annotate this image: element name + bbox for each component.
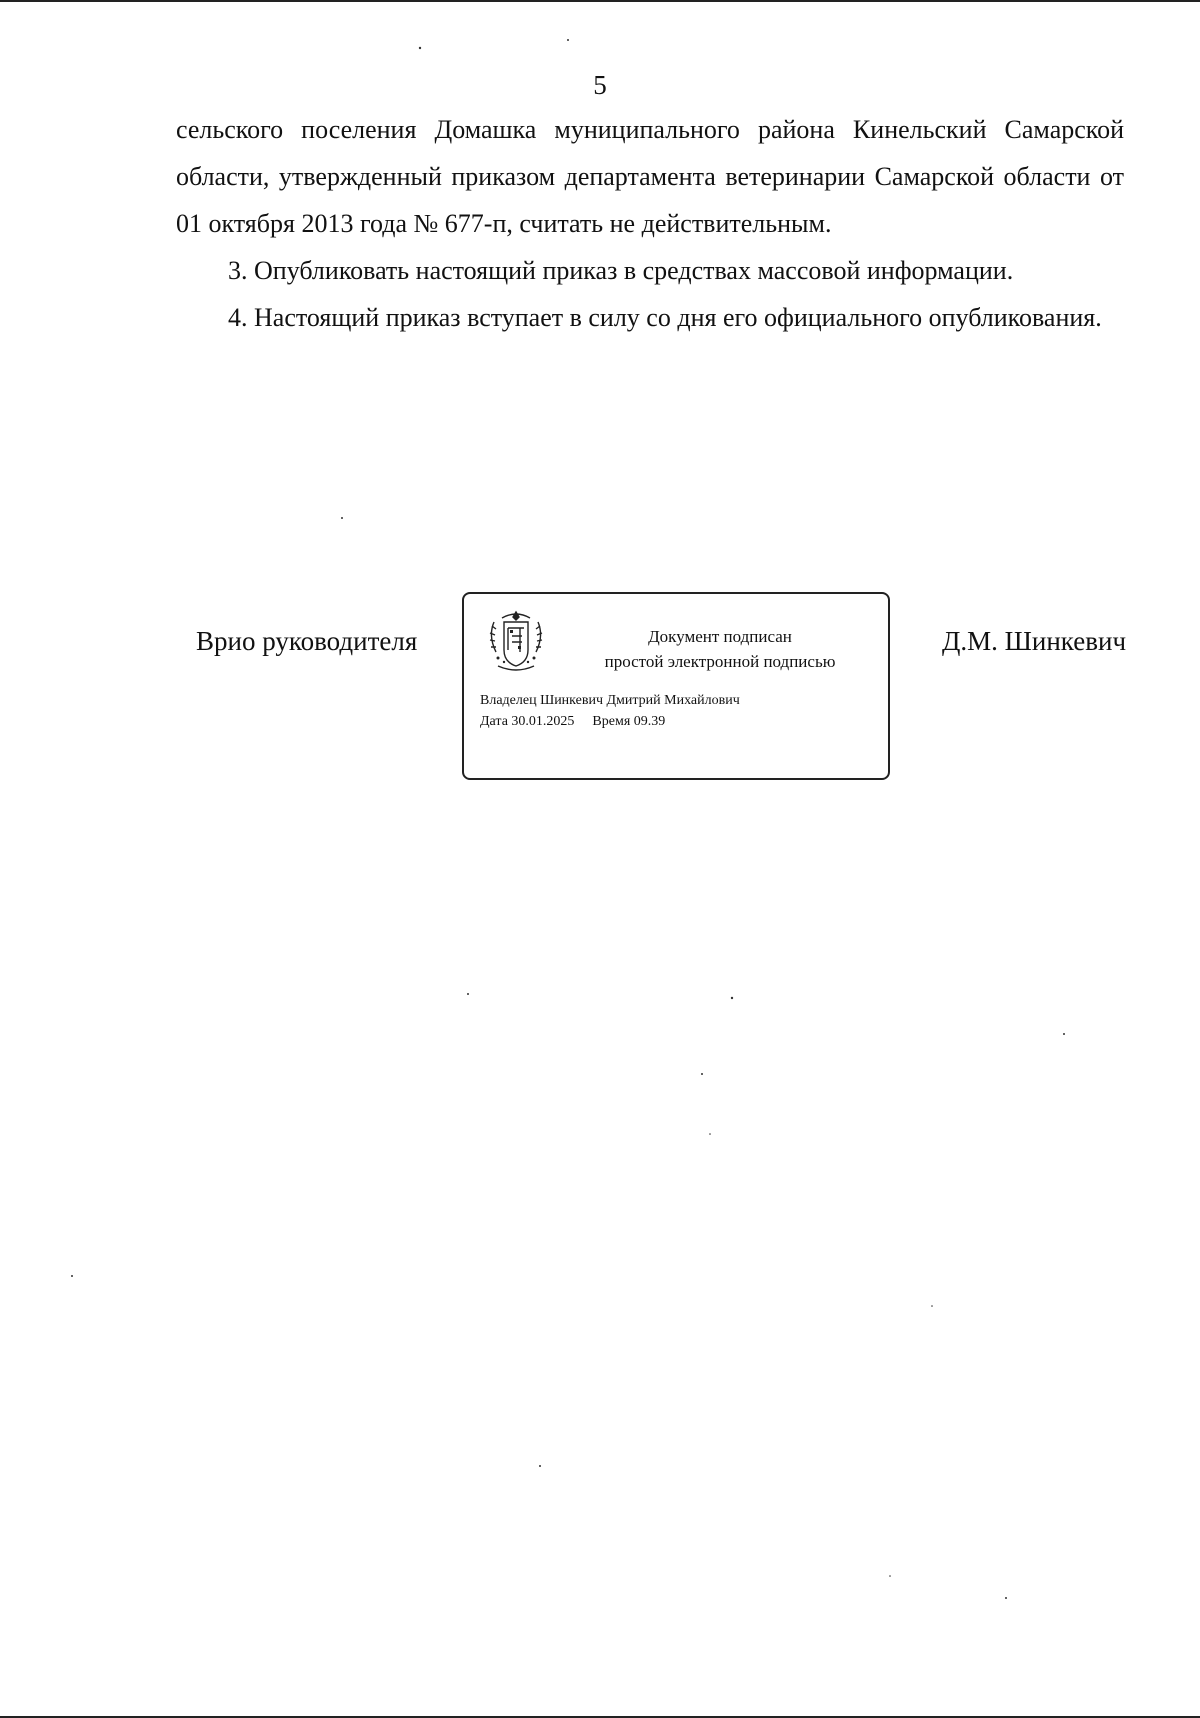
stamp-owner: Владелец Шинкевич Дмитрий Михайлович	[480, 693, 740, 708]
coat-of-arms-icon	[484, 606, 548, 676]
signer-position: Врио руководителя	[196, 626, 418, 656]
electronic-signature-stamp	[462, 592, 890, 780]
stamp-time: Время 09.39	[592, 714, 666, 729]
stamp-meta	[480, 690, 740, 732]
paragraph-item-4: 4. Настоящий приказ вступает в силу со дня его официального опубликования.	[228, 303, 1102, 332]
page-number: 5	[593, 70, 607, 100]
paragraph-continuation: сельского поселения Домашка муниципального района Кинельский Самарской области, утвержденный приказом департамента ветеринарии Самарской области от 01 октября 2013 года № 677-п, считать не действительным.	[176, 115, 1124, 238]
stamp-line-simple-signature: простой электронной подписью	[604, 652, 836, 671]
stamp-date: Дата 30.01.2025	[480, 714, 575, 729]
stamp-heading	[560, 624, 880, 674]
paragraph-item-3: 3. Опубликовать настоящий приказ в средствах массовой информации.	[228, 256, 1014, 285]
stamp-line-signed: Документ подписан	[648, 627, 792, 646]
top-scan-edge	[0, 0, 1200, 2]
signer-name: Д.М. Шинкевич	[942, 626, 1127, 656]
order-body	[176, 106, 1124, 341]
